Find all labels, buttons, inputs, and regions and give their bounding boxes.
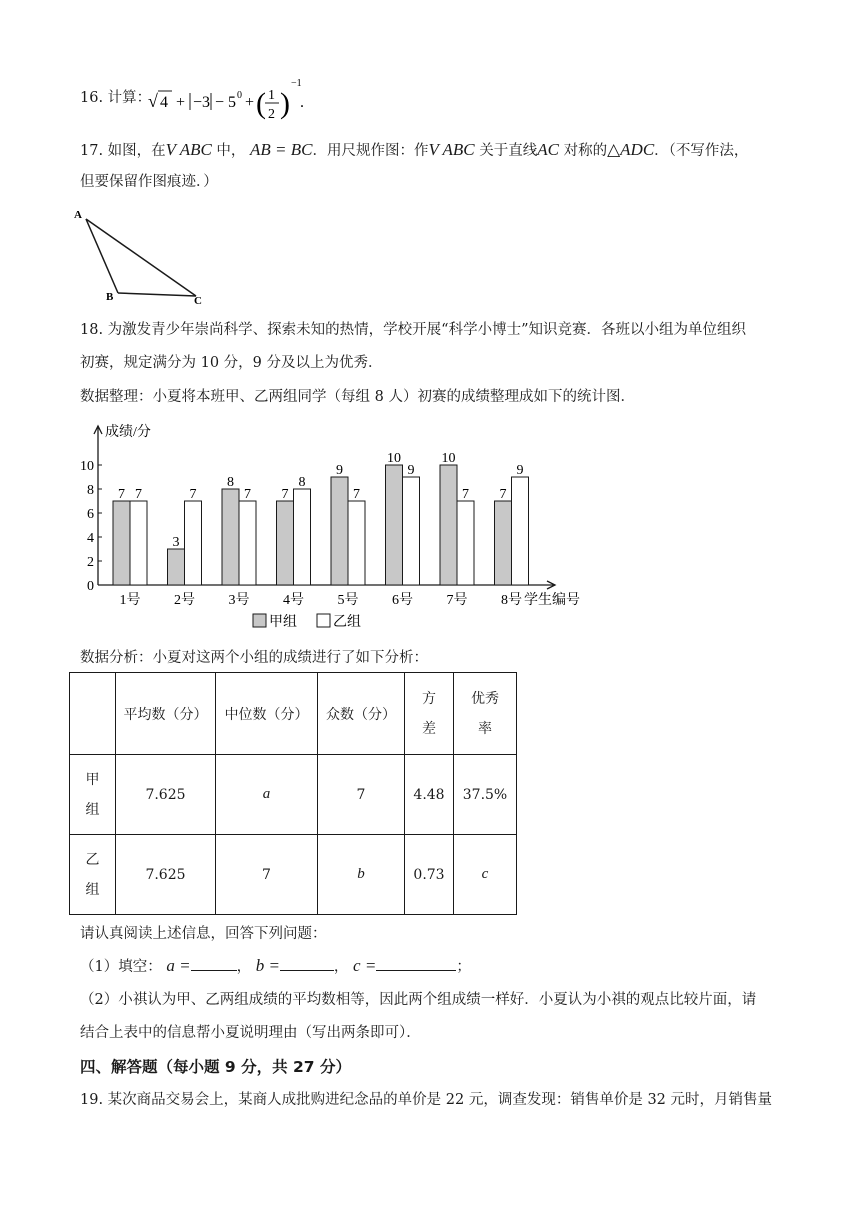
- q18-para1-line1: [80, 320, 746, 340]
- bar-value-yi-2: 7: [189, 487, 197, 502]
- bar-yi-1: [130, 501, 147, 585]
- chart-bars: [113, 465, 529, 585]
- bar-yi-7: [457, 501, 474, 585]
- bar-value-jia-2: 3: [172, 535, 180, 550]
- row1-variance: 4.48: [405, 755, 454, 835]
- header-mode: 众数（分）: [318, 673, 405, 755]
- y-tick-label-4: 4: [87, 531, 94, 546]
- sub1-prefix: （1）填空：: [80, 959, 162, 975]
- y-axis-label: 成绩/分: [105, 425, 151, 440]
- sub1-b-label: b =: [255, 956, 280, 975]
- table-corner-cell: [70, 673, 116, 755]
- x-tick-label-1: 1号: [119, 593, 141, 608]
- row1-label: [70, 755, 116, 835]
- bar-value-jia-6: 10: [387, 451, 401, 466]
- bar-value-yi-7: 7: [462, 487, 469, 502]
- header-variance-2: 差: [422, 720, 436, 737]
- bar-yi-3: [239, 501, 256, 585]
- row1-rate: 37.5%: [454, 755, 517, 835]
- q18-sub1: [80, 956, 471, 977]
- sub1-a-label: a =: [166, 956, 191, 975]
- bar-value-jia-7: 10: [441, 451, 456, 466]
- q16-abs-arg: −3: [193, 94, 211, 111]
- q18-text-4: 数据分析：小夏对这两个小组的成绩进行了如下分析：: [80, 650, 428, 666]
- y-tick-label-6: 6: [87, 507, 94, 522]
- q16-prefix: 计算：: [107, 90, 152, 106]
- q18-text-1: 为激发青少年崇尚科学、探索未知的热情，学校开展“科学小博士”知识竞赛．各班以小组为单位组织: [107, 322, 746, 338]
- bar-value-jia-4: 7: [281, 487, 289, 502]
- q17-text-e: 对称的: [563, 143, 608, 159]
- section-4-title-text: 四、解答题（每小题 9 分，共 27 分）: [80, 1058, 351, 1076]
- header-median: 中位数（分）: [216, 673, 318, 755]
- q18-prompt-text: 请认真阅读上述信息，回答下列问题：: [80, 926, 327, 942]
- q16-pow-exp: 0: [237, 90, 242, 101]
- q18-sub2-line2: [80, 1023, 421, 1043]
- bar-yi-2: [185, 501, 202, 585]
- q19-number: 19.: [80, 1092, 104, 1108]
- x-tick-label-3: 3号: [228, 593, 250, 608]
- q16-paren-right: ): [280, 87, 290, 120]
- q16-number: 16.: [80, 90, 104, 106]
- legend-swatch-2: [317, 614, 330, 627]
- q18-text-2: 初赛，规定满分为 10 分，9 分及以上为优秀．: [80, 355, 383, 371]
- sqrt-symbol: √: [148, 91, 158, 111]
- x-tick-label-6: 6号: [392, 593, 413, 608]
- x-tick-label-5: 5号: [337, 593, 359, 608]
- q16-plus-2: +: [245, 94, 255, 111]
- chart-axes: [94, 426, 555, 589]
- q17-equation: AB = BC: [250, 140, 313, 159]
- q16-suffix: .: [300, 94, 304, 111]
- q17-text-2: 但要保留作图痕迹．）: [80, 174, 218, 190]
- bar-yi-8: [512, 477, 529, 585]
- row1-mean: 7.625: [116, 755, 216, 835]
- blank-a[interactable]: [191, 956, 237, 971]
- bar-jia-5: [331, 477, 348, 585]
- bar-value-jia-8: 7: [499, 487, 507, 502]
- q17-text-b: 中，: [216, 143, 246, 159]
- chart-legend: [253, 614, 361, 630]
- row2-label-2: 组: [85, 881, 100, 898]
- header-rate-1: 优秀: [471, 690, 499, 707]
- q17-triangle-1: V ABC: [165, 140, 212, 159]
- row2-label-1: 乙: [85, 851, 100, 868]
- bar-jia-6: [386, 465, 403, 585]
- sub1-sep-2: ，: [333, 959, 349, 975]
- row2-mean: 7.625: [116, 835, 216, 915]
- x-tick-label-8: 8号: [501, 593, 522, 608]
- q17-axis: AC: [537, 140, 559, 159]
- row2-rate: c: [454, 835, 517, 915]
- q17-triangle-2: V ABC: [428, 140, 475, 159]
- y-tick-label-8: 8: [87, 483, 94, 498]
- table-header-row: [70, 673, 517, 755]
- q19-text: 某次商品交易会上，某商人成批购进纪念品的单价是 22 元，调查发现：销售单价是 32 元时，月销售量: [107, 1092, 773, 1108]
- header-variance-1: 方: [422, 690, 436, 707]
- bar-value-jia-1: 7: [118, 487, 125, 502]
- bar-value-jia-5: 9: [336, 463, 343, 478]
- q16-expression: [148, 76, 328, 126]
- bar-jia-4: [277, 501, 294, 585]
- q16-frac-exp: −1: [291, 78, 302, 89]
- q16-line: [80, 88, 151, 108]
- x-axis-label: 学生编号: [524, 593, 580, 608]
- table-row: [70, 755, 517, 835]
- q18-para2: [80, 387, 635, 407]
- bar-value-yi-8: 9: [516, 463, 524, 478]
- row2-mode: b: [318, 835, 405, 915]
- q16-frac-den: 2: [268, 107, 275, 122]
- vertex-c-label: C: [194, 295, 202, 304]
- row2-label: [70, 835, 116, 915]
- header-rate: [454, 673, 517, 755]
- analysis-table: [69, 672, 517, 915]
- q16-minus: −: [215, 94, 225, 111]
- q16-frac-num: 1: [268, 88, 275, 103]
- bar-value-yi-4: 8: [298, 475, 306, 490]
- q17-text-d: 关于直线: [479, 143, 538, 159]
- q17-triangle-3: △ADC: [607, 140, 655, 159]
- x-tick-label-2: 2号: [174, 593, 195, 608]
- q17-number: 17.: [80, 143, 104, 159]
- q17-text-f: ．（不写作法，: [654, 143, 749, 159]
- vertex-a-label: A: [74, 209, 82, 221]
- bar-value-yi-1: 7: [135, 487, 142, 502]
- row2-variance: 0.73: [405, 835, 454, 915]
- header-variance: [405, 673, 454, 755]
- legend-swatch-1: [253, 614, 266, 627]
- bar-value-jia-3: 8: [227, 475, 234, 490]
- row1-label-2: 组: [85, 801, 100, 818]
- bar-value-yi-3: 7: [244, 487, 251, 502]
- bar-yi-5: [348, 501, 365, 585]
- row1-label-1: 甲: [85, 771, 100, 788]
- x-tick-label-7: 7号: [446, 593, 468, 608]
- q18-number: 18.: [80, 322, 104, 338]
- sub1-c-label: c =: [353, 956, 377, 975]
- header-rate-2: 率: [478, 720, 492, 737]
- bar-jia-7: [440, 465, 457, 585]
- q18-prompt: [80, 924, 327, 944]
- q18-sub2-line1: [80, 990, 756, 1010]
- bar-yi-4: [294, 489, 311, 585]
- section-4-title: [80, 1057, 351, 1077]
- q16-plus-1: +: [176, 94, 186, 111]
- y-tick-label-10: 10: [80, 459, 94, 474]
- row2-median: 7: [216, 835, 318, 915]
- bar-jia-2: [168, 549, 185, 585]
- legend-label-2: 乙组: [333, 615, 361, 630]
- y-tick-label-0: 0: [87, 579, 94, 594]
- x-tick-label-4: 4号: [283, 593, 304, 608]
- q16-pow-base: 5: [228, 94, 236, 111]
- sub2-text-1: （2）小祺认为甲、乙两组成绩的平均数相等，因此两个组成绩一样好．小夏认为小祺的观点比较片面，请: [80, 992, 757, 1008]
- q17-triangle-figure: [72, 204, 212, 304]
- blank-c[interactable]: [376, 956, 456, 971]
- q18-text-3: 数据整理：小夏将本班甲、乙两组同学（每组 8 人）初赛的成绩整理成如下的统计图．: [80, 389, 635, 405]
- q18-para1-line2: [80, 353, 383, 373]
- blank-b[interactable]: [280, 956, 334, 971]
- sub1-sep-1: ，: [236, 959, 252, 975]
- bar-jia-1: [113, 501, 130, 585]
- row1-median: a: [216, 755, 318, 835]
- bar-value-yi-6: 9: [407, 463, 415, 478]
- sub1-end: ；: [456, 959, 471, 975]
- sub2-text-2: 结合上表中的信息帮小夏说明理由（写出两条即可）．: [80, 1025, 421, 1041]
- bar-yi-6: [403, 477, 420, 585]
- q17-line-1: [80, 140, 748, 161]
- bar-jia-8: [495, 501, 512, 585]
- q17-text-a: 如图，在: [107, 143, 166, 159]
- bar-value-yi-5: 7: [353, 487, 360, 502]
- row1-mode: 7: [318, 755, 405, 835]
- bar-jia-3: [222, 489, 239, 585]
- q18-para3: [80, 648, 428, 668]
- vertex-b-label: B: [106, 291, 114, 303]
- q17-text-c: ．用尺规作图：作: [312, 143, 429, 159]
- header-mean: 平均数（分）: [116, 673, 216, 755]
- q16-paren-left: (: [256, 87, 266, 120]
- q19-line: [80, 1090, 772, 1110]
- legend-label-1: 甲组: [269, 615, 297, 630]
- table-row: [70, 835, 517, 915]
- q16-sqrt-arg: 4: [160, 94, 168, 111]
- y-tick-label-2: 2: [87, 555, 94, 570]
- score-bar-chart: [75, 418, 615, 638]
- q17-line-2: [80, 172, 218, 192]
